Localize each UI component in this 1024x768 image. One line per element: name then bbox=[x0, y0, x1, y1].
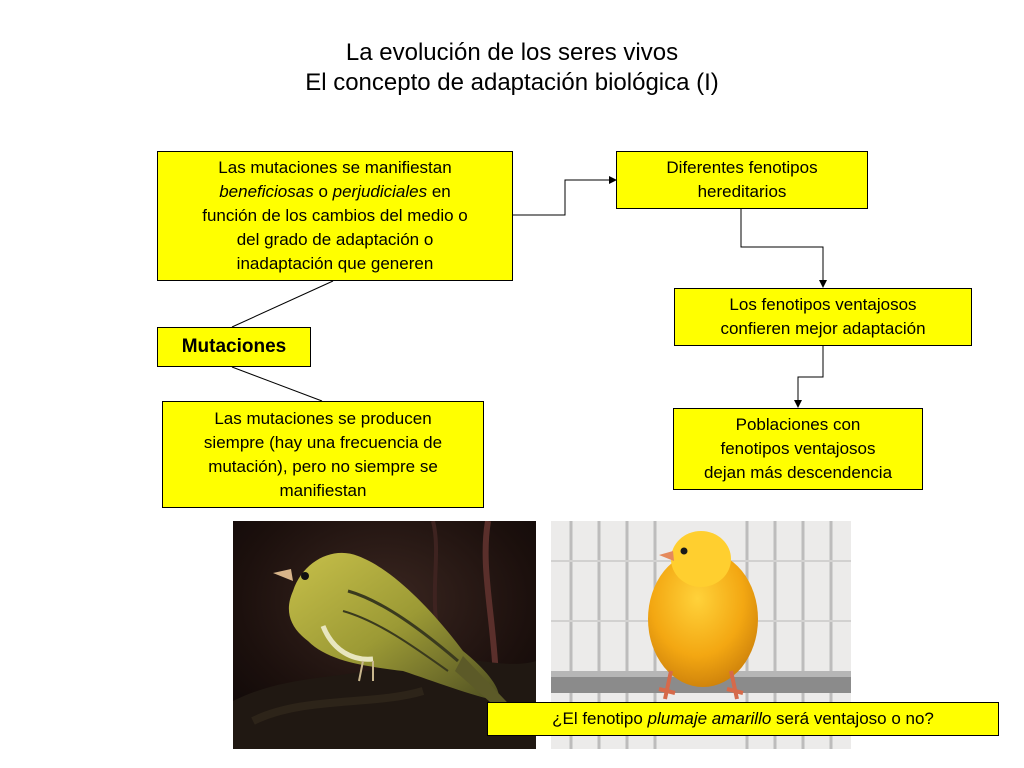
line-mutaciones-to-producen bbox=[232, 367, 322, 401]
poblaciones-line-2: fenotipos ventajosos bbox=[720, 439, 876, 458]
fenotipos-line-1: Diferentes fenotipos bbox=[666, 158, 818, 177]
ventajosos-line-1: Los fenotipos ventajosos bbox=[729, 295, 917, 314]
box-poblaciones bbox=[673, 408, 923, 490]
manifest-line-5: inadaptación que generen bbox=[236, 254, 434, 273]
box-producen bbox=[162, 401, 484, 508]
box-mutaciones bbox=[157, 327, 311, 367]
mutaciones-label: Mutaciones bbox=[181, 336, 287, 357]
box-fenotipos bbox=[616, 151, 868, 209]
question-post: será ventajoso o no? bbox=[771, 709, 934, 728]
manifest-o: o bbox=[313, 182, 333, 201]
manifest-em-perjudiciales: perjudiciales bbox=[332, 182, 428, 201]
producen-line-4: manifiestan bbox=[279, 480, 367, 500]
line-manifest-to-mutaciones bbox=[232, 281, 333, 327]
slide-title bbox=[0, 38, 1024, 98]
box-ventajosos bbox=[674, 288, 972, 346]
question-box bbox=[487, 702, 999, 736]
manifest-line-3: función de los cambios del medio o bbox=[202, 206, 468, 225]
box-manifest bbox=[157, 151, 513, 281]
manifest-em-beneficiosas: beneficiosas bbox=[219, 182, 314, 201]
poblaciones-line-1: Poblaciones con bbox=[735, 415, 861, 434]
question-pre: ¿El fenotipo bbox=[552, 709, 648, 728]
producen-line-3: mutación), pero no siempre se bbox=[208, 456, 438, 476]
arrow-ventajosos-to-poblaciones bbox=[798, 346, 823, 407]
question-em: plumaje amarillo bbox=[647, 709, 772, 728]
producen-line-1: Las mutaciones se producen bbox=[214, 408, 432, 428]
arrow-fenotipos-to-ventajosos bbox=[741, 209, 823, 287]
producen-line-2: siempre (hay una frecuencia de bbox=[203, 432, 443, 452]
fenotipos-line-2: hereditarios bbox=[697, 182, 787, 201]
manifest-line-1: Las mutaciones se manifiestan bbox=[218, 158, 452, 177]
manifest-line-4: del grado de adaptación o bbox=[236, 230, 434, 249]
manifest-line-2 bbox=[202, 180, 468, 204]
ventajosos-line-2: confieren mejor adaptación bbox=[720, 319, 926, 338]
title-line-2: El concepto de adaptación biológica (I) bbox=[305, 69, 719, 96]
title-line-1: La evolución de los seres vivos bbox=[345, 39, 679, 66]
poblaciones-line-3: dejan más descendencia bbox=[703, 463, 893, 482]
manifest-en: en bbox=[427, 182, 451, 201]
arrow-manifest-to-fenotipos bbox=[512, 180, 616, 215]
